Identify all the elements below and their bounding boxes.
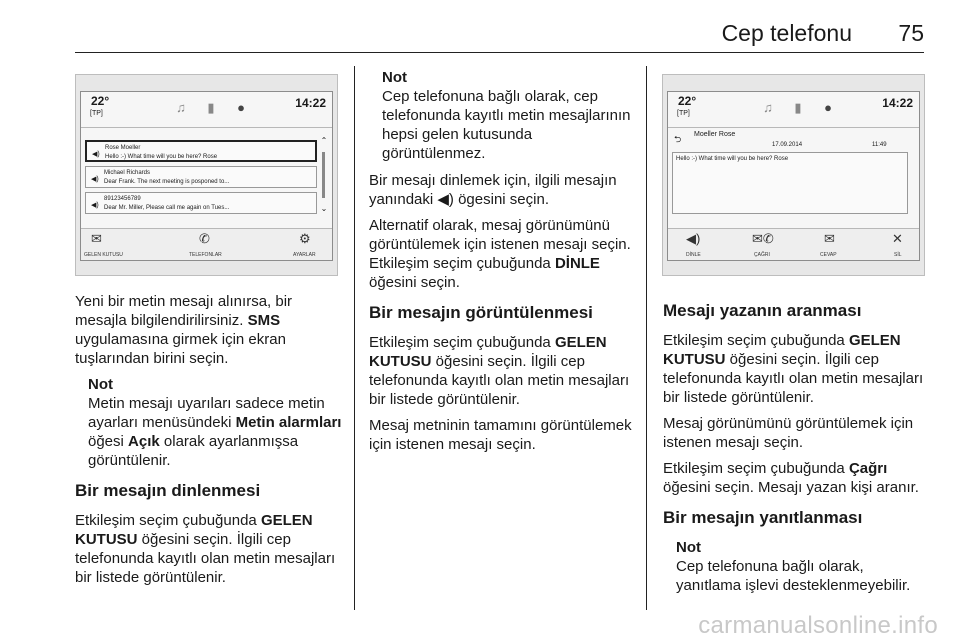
paragraph-text: ögesini seçin. — [458, 191, 549, 208]
delete-icon[interactable]: ✕ — [892, 231, 903, 246]
note-bold: Metin alarmları — [235, 414, 342, 431]
back-icon[interactable]: ⮌ — [674, 134, 682, 144]
note-text: Cep telefonuna bağlı olarak, cep telefonunda kayıtlı metin mesajlarının hepsi gelen kutusunda görüntülenmez. — [382, 88, 631, 162]
speaker-icon[interactable]: ◀) — [91, 202, 99, 209]
header-rule — [75, 52, 924, 53]
phone-icon[interactable]: ▮ — [207, 100, 215, 115]
watermark: carmanualsonline.info — [698, 612, 938, 639]
speaker-icon[interactable]: ◀) — [686, 231, 701, 246]
sms-label: SMS — [247, 312, 281, 329]
nav-icon[interactable]: ● — [237, 100, 245, 115]
section-heading: Bir mesajın dinlenmesi — [75, 481, 261, 500]
nav-icon[interactable]: ● — [824, 100, 832, 115]
note-title: Not — [88, 376, 113, 393]
temperature: 22° — [91, 94, 110, 108]
paragraph-text: Mesaj görünümünü görüntülemek için istenen mesajı seçin. — [663, 415, 914, 451]
note-text: olarak ayarlanmışsa görüntülenir. — [88, 433, 299, 469]
call-term: Çağrı — [848, 460, 888, 477]
message-view-screenshot — [662, 74, 925, 276]
message-date: 17.09.2014 — [772, 142, 803, 148]
message-preview: Dear Frank. The next meeting is posponed to... — [104, 179, 230, 185]
paragraph-text: Alternatif olarak, mesaj görünümünü görüntülemek için istenen mesajı seçin. Etkileşim seçim çubuğunda — [369, 217, 631, 272]
paragraph-text: Etkileşim seçim çubuğunda — [369, 334, 551, 351]
inbox-term: GELEN KUTUSU — [663, 332, 901, 368]
speaker-icon: ◀) — [437, 191, 454, 208]
call-label[interactable]: ÇAĞRI — [754, 252, 770, 258]
call-icon[interactable]: ✉✆ — [752, 231, 774, 246]
section-heading: Mesajı yazanın aranması — [663, 301, 862, 320]
reply-label[interactable]: CEVAP — [820, 252, 837, 258]
inbox-screenshot — [75, 74, 338, 276]
speaker-icon[interactable]: ◀) — [92, 151, 100, 158]
listen-label[interactable]: DİNLE — [686, 252, 701, 258]
sender-name: Moeller Rose — [694, 131, 736, 138]
settings-label[interactable]: AYARLAR — [293, 252, 316, 258]
message-item[interactable] — [85, 140, 317, 162]
music-icon[interactable]: ♫ — [176, 100, 186, 115]
listen-term: DİNLE — [554, 255, 600, 272]
inbox-icon[interactable]: ✉ — [91, 231, 102, 246]
note-text: öğesi — [88, 433, 124, 450]
temperature: 22° — [678, 94, 697, 108]
message-item[interactable] — [85, 192, 317, 214]
paragraph-text: Etkileşim seçim çubuğunda — [663, 332, 845, 349]
message-sender: Rose Moeller — [105, 145, 141, 151]
music-icon[interactable]: ♫ — [763, 100, 773, 115]
tp-indicator: [TP] — [677, 110, 690, 117]
inbox-label[interactable]: GELEN KUTUSU — [84, 252, 123, 258]
column-3 — [663, 290, 929, 603]
message-item[interactable] — [85, 166, 317, 188]
paragraph-text: öğesini seçin. Mesajı yazan kişi aranır. — [663, 479, 919, 496]
phone-icon[interactable]: ▮ — [794, 100, 802, 115]
scroll-down-icon[interactable]: ⌄ — [320, 204, 328, 213]
intro-text: Yeni bir metin mesajı alınırsa, bir mesajla bilgilendirilirsiniz. — [75, 293, 293, 329]
note-bold: Açık — [128, 433, 160, 450]
message-sender: 89123456789 — [104, 196, 141, 202]
note-text: Metin mesajı uyarıları sadece metin ayarları menüsündeki — [88, 395, 325, 431]
note-block — [663, 538, 929, 595]
message-preview: Hello :-) What time will you be here? Rose — [105, 154, 218, 160]
speaker-icon[interactable]: ◀) — [91, 176, 99, 183]
paragraph-text: Etkileşim seçim çubuğunda — [663, 460, 845, 477]
section-title: Cep telefonu — [721, 20, 852, 46]
scroll-up-icon[interactable]: ⌃ — [320, 136, 328, 145]
paragraph-text: Mesaj metninin tamamını görüntülemek için istenen mesajı seçin. — [369, 417, 632, 453]
note-block — [75, 375, 343, 470]
phone-icon[interactable]: ✆ — [199, 231, 210, 246]
note-block — [369, 68, 635, 163]
inbox-term: GELEN KUTUSU — [75, 512, 313, 548]
scrollbar[interactable] — [322, 152, 325, 198]
note-title: Not — [382, 69, 407, 86]
tp-indicator: [TP] — [90, 110, 103, 117]
clock: 14:22 — [882, 96, 913, 110]
message-time: 11:49 — [872, 142, 887, 148]
paragraph-text: Etkileşim seçim çubuğunda — [75, 512, 257, 529]
paragraph-text: öğesini seçin. İlgili cep telefonunda kayıtlı olan metin mesajları bir listede görüntülenir. — [663, 351, 924, 406]
phones-label[interactable]: TELEFONLAR — [189, 252, 222, 258]
note-text: Cep telefonuna bağlı olarak, yanıtlama işlevi desteklenmeyebilir. — [676, 558, 911, 594]
column-divider — [354, 66, 355, 610]
paragraph-text: öğesini seçin. İlgili cep telefonunda kayıtlı olan metin mesajları bir listede görüntülenir. — [75, 531, 336, 586]
column-divider — [646, 66, 647, 610]
column-1 — [75, 292, 343, 594]
intro-text-end: uygulamasına girmek için ekran tuşlarından birini seçin. — [75, 331, 286, 367]
message-text: Hello :-) What time will you be here? Rose — [676, 156, 789, 162]
column-2 — [369, 68, 635, 461]
clock: 14:22 — [295, 96, 326, 110]
page-number: 75 — [898, 20, 924, 46]
settings-icon[interactable]: ⚙ — [299, 231, 311, 246]
paragraph-text: öğesini seçin. İlgili cep telefonunda kayıtlı olan metin mesajları bir listede görüntülenir. — [369, 353, 630, 408]
message-sender: Michael Richards — [104, 170, 151, 176]
message-body — [672, 152, 908, 214]
paragraph-text: öğesini seçin. — [369, 274, 460, 291]
note-title: Not — [676, 539, 701, 556]
paragraph-text: Bir mesajı dinlemek için, ilgili mesajın yanındaki — [369, 172, 617, 208]
section-heading: Bir mesajın görüntülenmesi — [369, 303, 593, 322]
message-preview: Dear Mr. Miller, Please call me again on Tues... — [104, 205, 230, 211]
inbox-term: GELEN KUTUSU — [369, 334, 607, 370]
delete-label[interactable]: SİL — [894, 252, 902, 258]
reply-icon[interactable]: ✉ — [824, 231, 835, 246]
section-heading: Bir mesajın yanıtlanması — [663, 508, 863, 527]
